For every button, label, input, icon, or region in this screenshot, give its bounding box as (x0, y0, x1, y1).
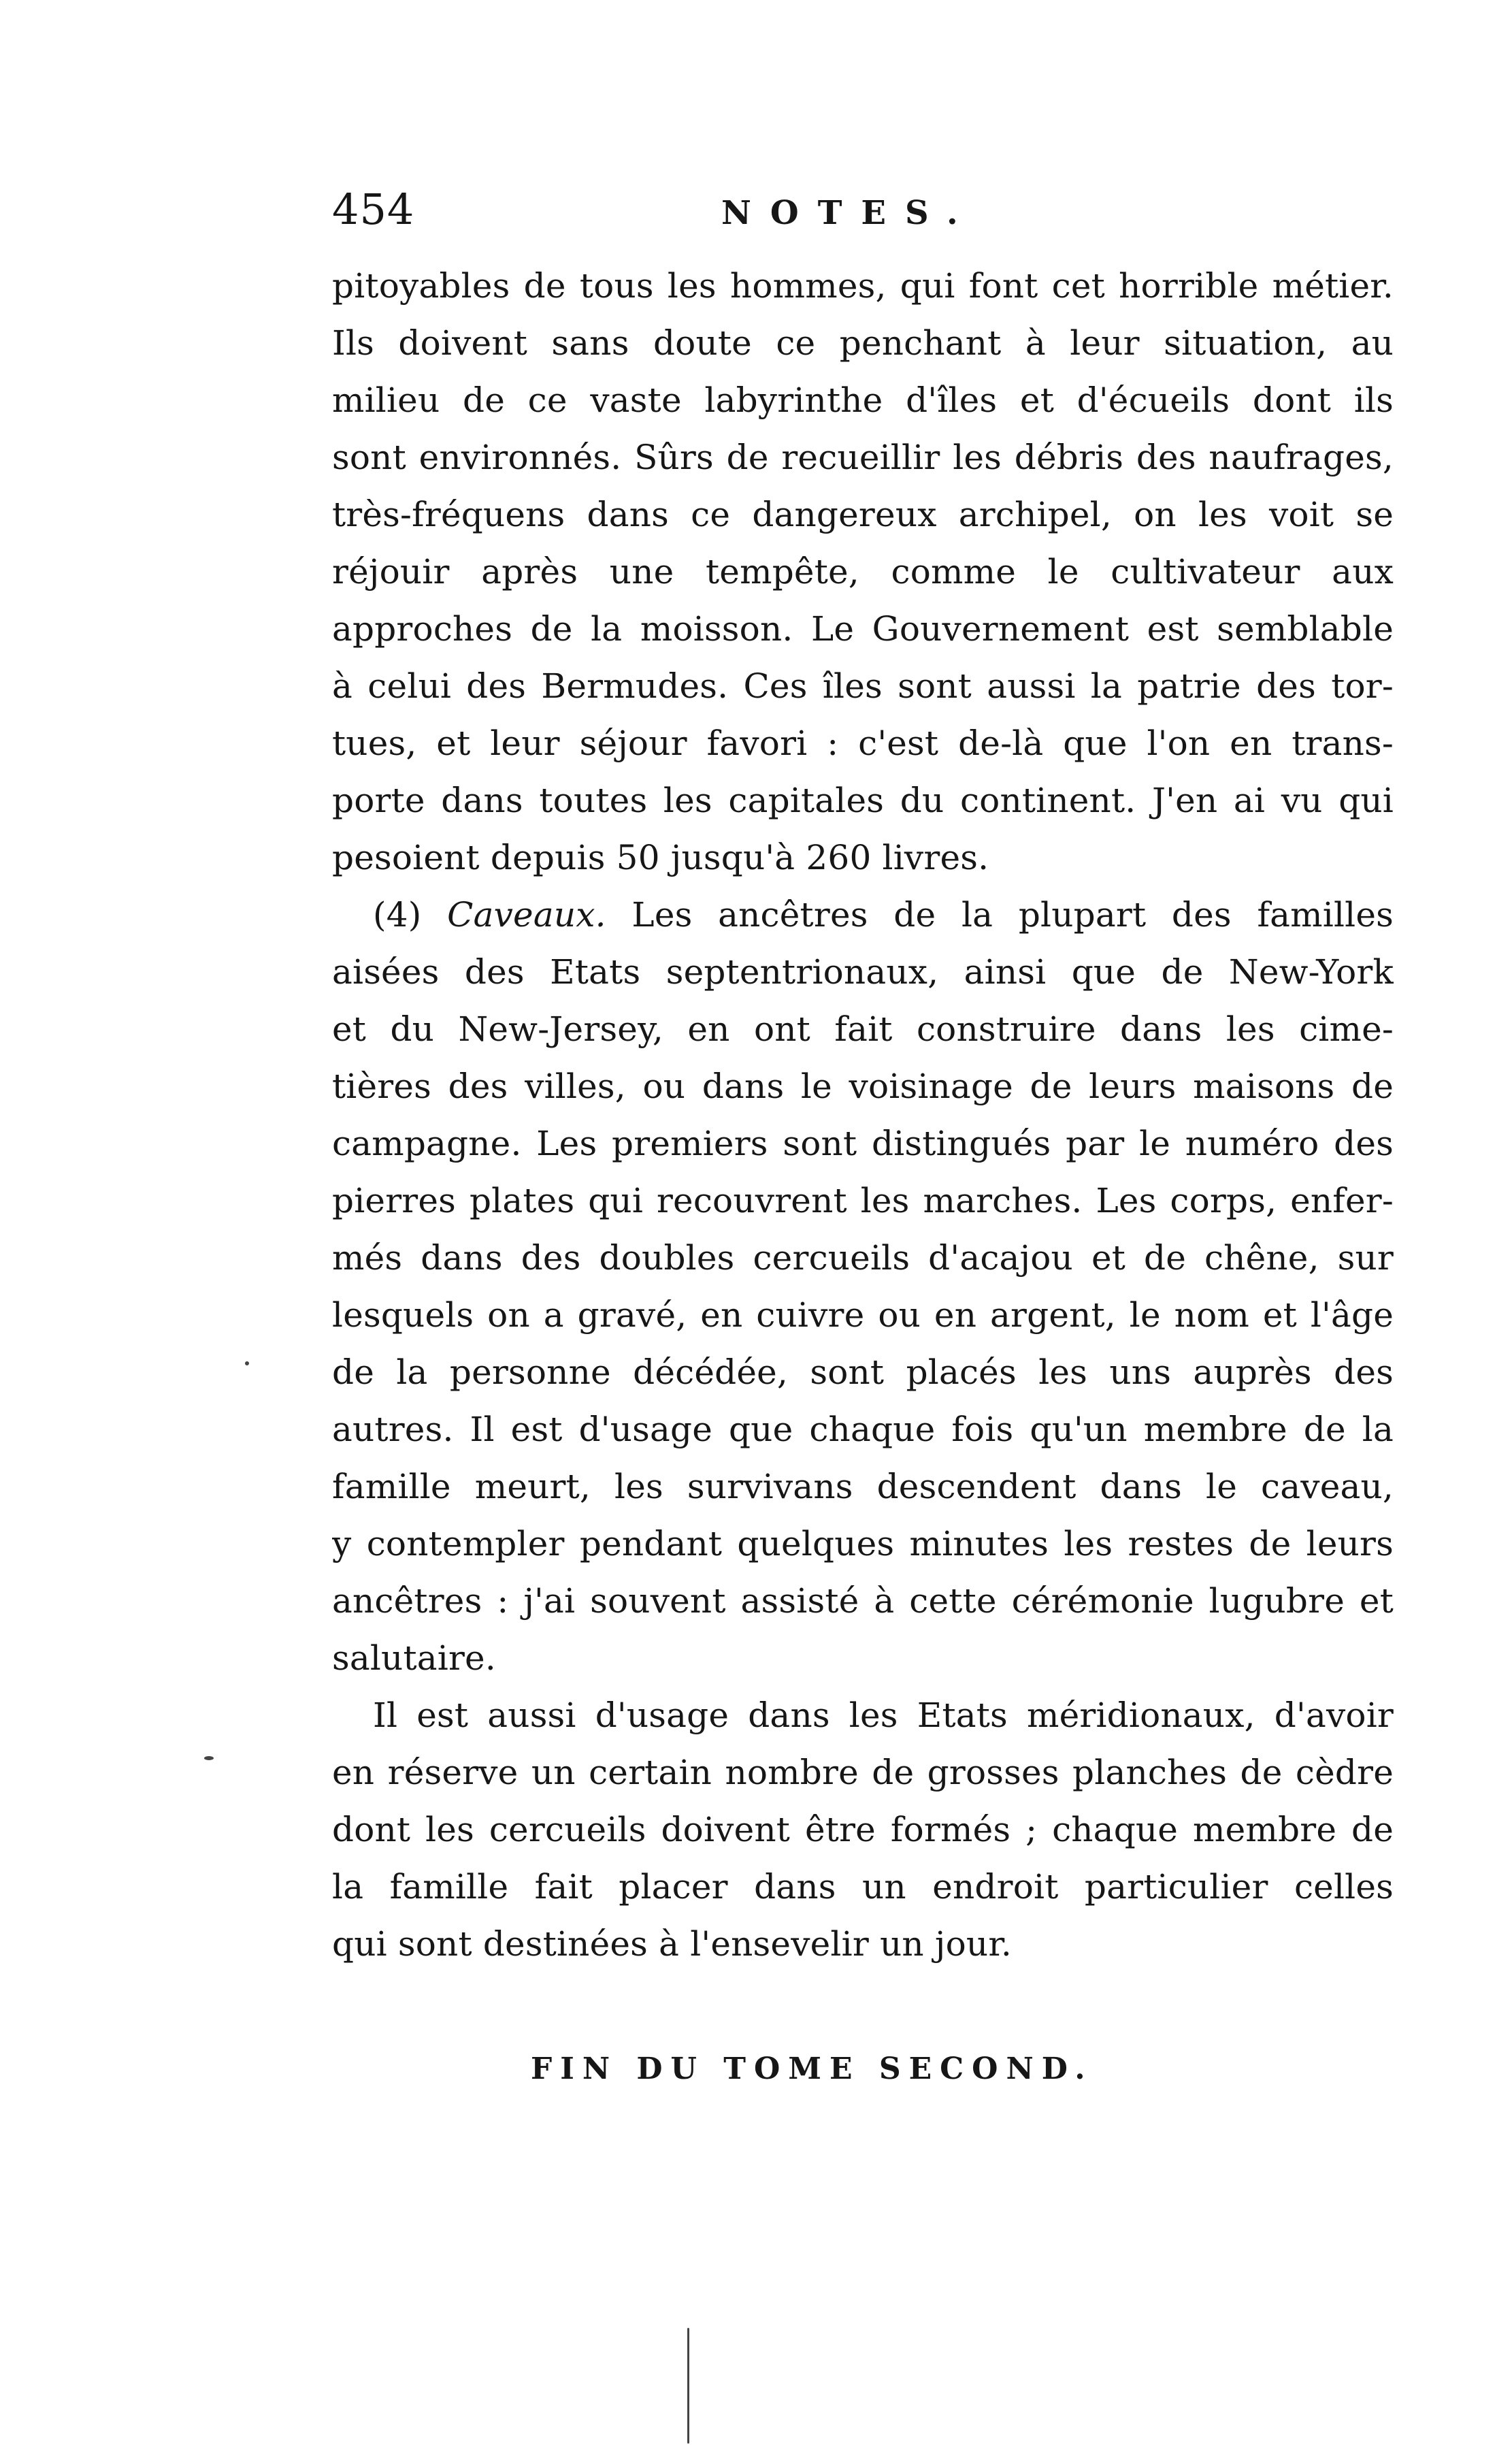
text-line: famille meurt, les survivans descendent dans le caveau, (332, 1467, 1394, 1506)
text-line: approches de la moisson. Le Gouvernement est semblable (332, 609, 1394, 649)
text-line: ancêtres : j'ai souvent assisté à cette cérémonie lugubre et (332, 1581, 1394, 1621)
note-number: (4) (373, 895, 422, 935)
end-of-volume-line: FIN DU TOME SECOND. (531, 2052, 1094, 2086)
text-line: salutaire. (332, 1638, 496, 1678)
note-first-line-text: Les ancêtres de la plupart des familles (606, 895, 1394, 935)
text-line: pierres plates qui recouvrent les marches. Les corps, enfer- (332, 1181, 1394, 1220)
text-line: et du New-Jersey, en ont fait construire dans les cime- (332, 1009, 1394, 1049)
text-line: de la personne décédée, sont placés les uns auprès des (332, 1352, 1394, 1392)
note-keyword: Caveaux. (447, 895, 606, 935)
running-title: NOTES. (721, 194, 977, 232)
text-line: aisées des Etats septentrionaux, ainsi que de New-York (332, 952, 1394, 992)
text-line: pitoyables de tous les hommes, qui font cet horrible métier. (332, 266, 1394, 306)
text-line: y contempler pendant quelques minutes les restes de leurs (332, 1524, 1394, 1563)
ink-speck (245, 1361, 249, 1365)
text-line: sont environnés. Sûrs de recueillir les débris des naufrages, (332, 438, 1394, 477)
ink-speck (687, 2328, 689, 2444)
body-text (332, 257, 1394, 1973)
text-line: autres. Il est d'usage que chaque fois qu'un membre de la (332, 1410, 1394, 1449)
ink-speck (204, 1756, 214, 1760)
text-line: pesoient depuis 50 jusqu'à 260 livres. (332, 838, 989, 877)
text-line: lesquels on a gravé, en cuivre ou en argent, le nom et l'âge (332, 1295, 1394, 1335)
text-line: en réserve un certain nombre de grosses planches de cèdre (332, 1753, 1394, 1792)
text-line: més dans des doubles cercueils d'acajou et de chêne, sur (332, 1238, 1394, 1278)
text-line: Il est aussi d'usage dans les Etats méridionaux, d'avoir (373, 1696, 1394, 1735)
text-line: la famille fait placer dans un endroit particulier celles (332, 1867, 1394, 1907)
text-line: très-fréquens dans ce dangereux archipel, on les voit se (332, 495, 1394, 534)
text-line: à celui des Bermudes. Ces îles sont aussi la patrie des tor- (332, 666, 1394, 706)
text-line: Ils doivent sans doute ce penchant à leur situation, au (332, 323, 1394, 363)
text-line: qui sont destinées à l'ensevelir un jour. (332, 1924, 1013, 1964)
text-line: milieu de ce vaste labyrinthe d'îles et d'écueils dont ils (332, 380, 1394, 420)
page-number: 454 (332, 184, 415, 234)
text-line: dont les cercueils doivent être formés ; chaque membre de (332, 1810, 1394, 1849)
text-line: tières des villes, ou dans le voisinage de leurs maisons de (332, 1067, 1394, 1106)
text-line: porte dans toutes les capitales du continent. J'en ai vu qui (332, 781, 1394, 820)
text-line: tues, et leur séjour favori : c'est de-là que l'on en trans- (332, 724, 1394, 763)
text-line: réjouir après une tempête, comme le cultivateur aux (332, 552, 1394, 591)
text-line: campagne. Les premiers sont distingués par le numéro des (332, 1124, 1394, 1163)
note-4-heading-line (332, 886, 1394, 943)
